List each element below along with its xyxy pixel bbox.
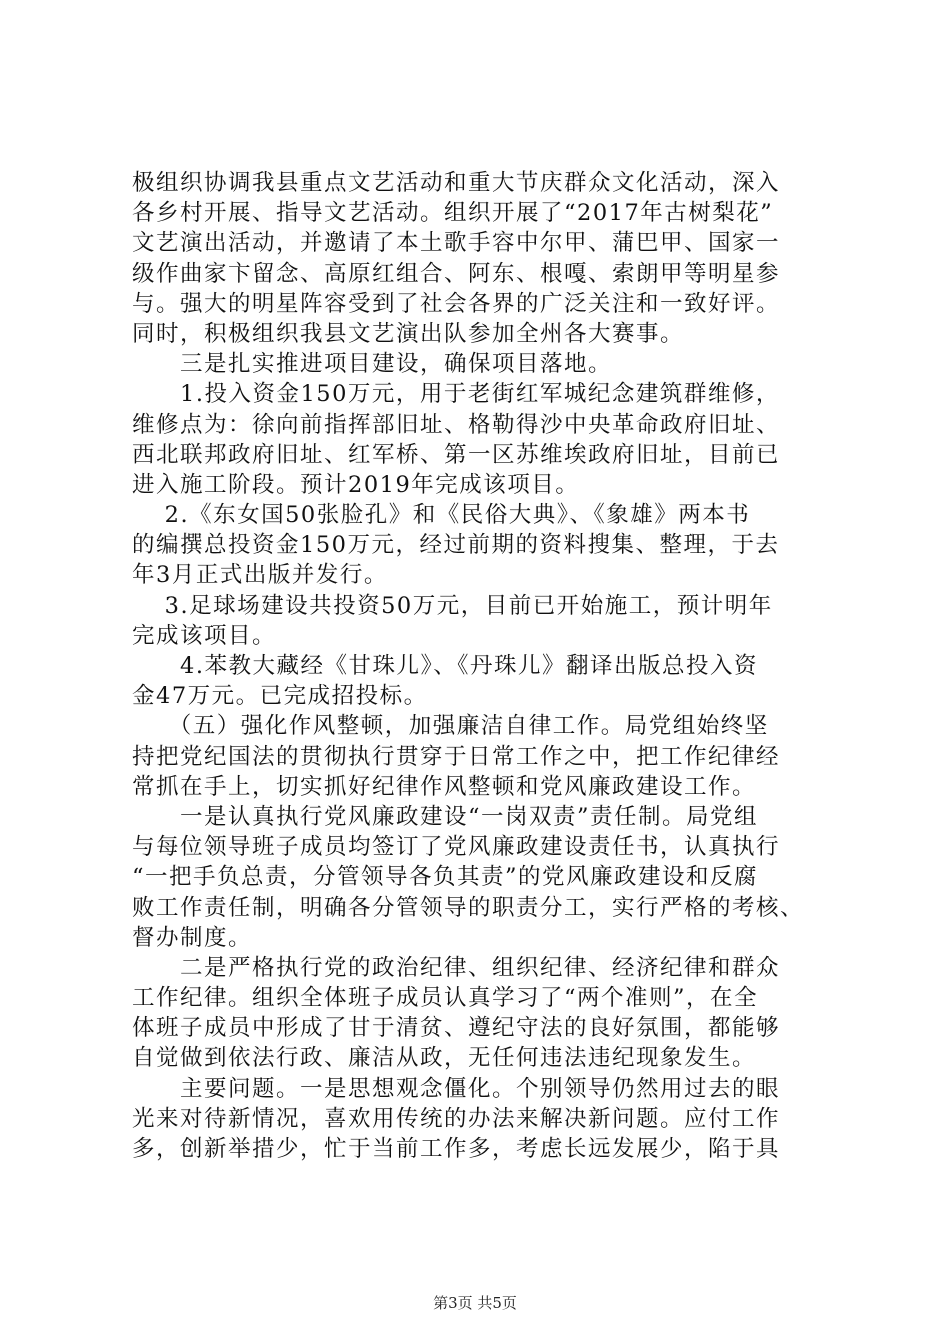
text-line: 败工作责任制，明确各分管领导的职责分工，实行严格的考核、 <box>132 894 805 921</box>
text-line: 三是扎实推进项目建设，确保项目落地。 <box>132 351 613 378</box>
text-line: 体班子成员中形成了甘于清贫、遵纪守法的良好氛围，都能够 <box>132 1015 781 1042</box>
text-line: 持把党纪国法的贯彻执行贯穿于日常工作之中，把工作纪律经 <box>132 743 781 770</box>
text-line: 年3月正式出版并发行。 <box>132 562 388 589</box>
text-line: 自觉做到依法行政、廉洁从政，无任何违法违纪现象发生。 <box>132 1045 757 1072</box>
text-line: 二是严格执行党的政治纪律、组织纪律、经济纪律和群众 <box>132 954 781 981</box>
text-line: 的编撰总投资金150万元，经过前期的资料搜集、整理，于去 <box>132 532 780 559</box>
page-number-footer: 第3页 共5页 <box>433 1294 517 1312</box>
text-line: “一把手负总责，分管领导各负其责”的党风廉政建设和反腐 <box>132 864 759 891</box>
text-line: 3.足球场建设共投资50万元，目前已开始施工，预计明年 <box>132 592 773 619</box>
text-line: 一是认真执行党风廉政建设“一岗双责”责任制。局党组 <box>132 803 759 830</box>
text-line: 完成该项目。 <box>132 622 277 649</box>
text-line: 与每位领导班子成员均签订了党风廉政建设责任书，认真执行 <box>132 834 781 861</box>
text-line: 常抓在手上，切实抓好纪律作风整顿和党风廉政建设工作。 <box>132 773 757 800</box>
text-line: 级作曲家卞留念、高原红组合、阿东、根嘎、索朗甲等明星参 <box>132 260 781 287</box>
text-line: 4.苯教大藏经《甘珠儿》、《丹珠儿》翻译出版总投入资 <box>132 653 758 679</box>
text-line: 文艺演出活动，并邀请了本土歌手容中尔甲、蒲巴甲、国家一 <box>132 230 781 257</box>
text-line: （五）强化作风整顿，加强廉洁自律工作。局党组始终坚 <box>132 713 769 740</box>
text-line: 督办制度。 <box>132 924 253 951</box>
text-line: 主要问题。一是思想观念僵化。个别领导仍然用过去的眼 <box>132 1075 781 1102</box>
text-line: 进入施工阶段。预计2019年完成该项目。 <box>132 471 580 498</box>
text-line: 多，创新举措少，忙于当前工作多，考虑长远发展少，陷于具 <box>132 1136 781 1162</box>
text-line: 光来对待新情况，喜欢用传统的办法来解决新问题。应付工作 <box>132 1105 781 1132</box>
body-text <box>132 168 832 1164</box>
text-line: 维修点为：徐向前指挥部旧址、格勒得沙中央革命政府旧址、 <box>132 411 781 438</box>
text-line: 极组织协调我县重点文艺活动和重大节庆群众文化活动，深入 <box>132 170 781 196</box>
text-line: 2.《东女国50张脸孔》和《民俗大典》、《象雄》两本书 <box>132 502 751 529</box>
text-line: 同时，积极组织我县文艺演出队参加全州各大赛事。 <box>132 320 685 347</box>
text-line: 西北联邦政府旧址、红军桥、第一区苏维埃政府旧址，目前已 <box>132 441 781 468</box>
text-line: 1.投入资金150万元，用于老街红军城纪念建筑群维修， <box>132 381 780 408</box>
text-line: 各乡村开展、指导文艺活动。组织开展了“2017年古树梨花” <box>132 200 774 227</box>
text-line: 与。强大的明星阵容受到了社会各界的广泛关注和一致好评。 <box>132 290 781 317</box>
text-line: 工作纪律。组织全体班子成员认真学习了“两个准则”，在全 <box>132 985 759 1012</box>
text-line: 金47万元。已完成招投标。 <box>132 683 428 710</box>
